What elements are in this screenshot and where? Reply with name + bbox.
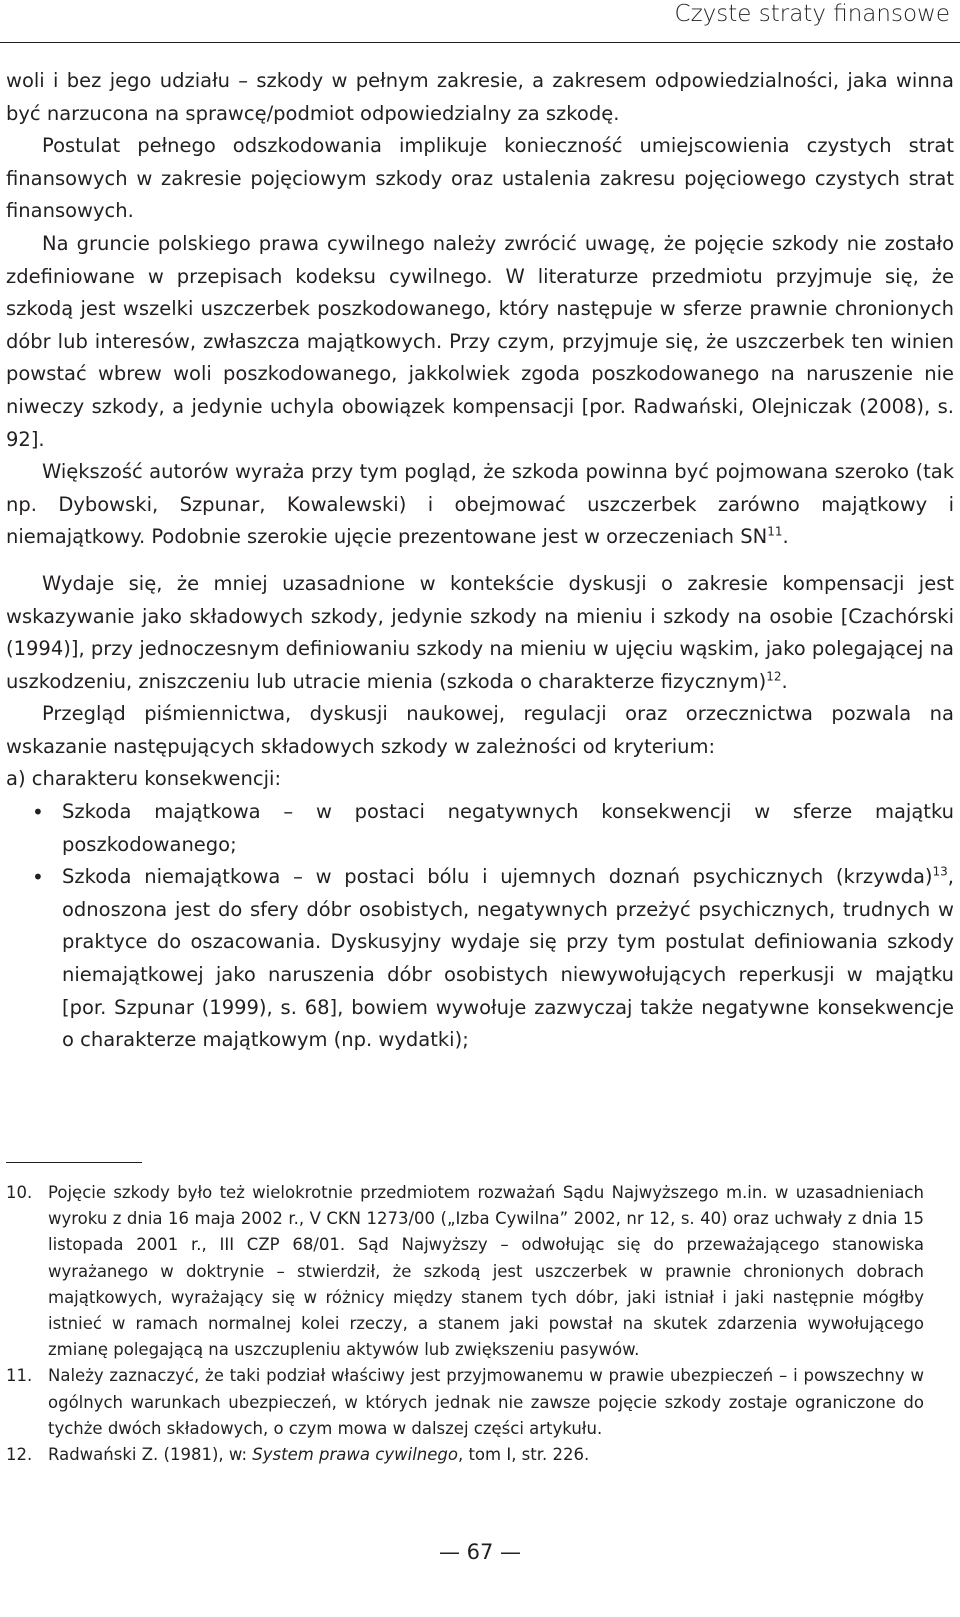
page-number: — 67 — <box>438 1540 522 1564</box>
paragraph-4-end: . <box>782 525 789 549</box>
paragraph-2: Postulat pełnego odszkodowania implikuje konieczność umiejscowienia czystych strat finansowych w zakresie pojęciowym szkody oraz ustalenia zakresu pojęciowego czystych strat finansowych. <box>6 134 954 223</box>
bullet-1-text: Szkoda majątkowa – w postaci negatywnych konsekwencji w sferze majątku poszkodowanego; <box>62 800 954 856</box>
paragraph-6: Przegląd piśmiennictwa, dyskusji naukowej, regulacji oraz orzecznictwa pozwala na wskazanie następujących składowych szkody w zależności od kryterium: <box>6 702 954 758</box>
paragraph-3: Na gruncie polskiego prawa cywilnego należy zwrócić uwagę, że pojęcie szkody nie zostało zdefiniowane w przepisach kodeksu cywilnego. W literaturze przedmiotu przyjmuje się, że szkodą jest wszelki uszczerbek poszkodowanego, który następuje w sferze prawnie chronionych dóbr lub interesów, zwłaszcza majątkowych. Przy czym, przyjmuje się, że uszczerbek ten winien powstać wbrew woli poszkodowanego, jakkolwiek zgoda poszkodowanego na naruszenie nie niweczy szkody, a jedynie uchyla obowiązek kompensacji [por. Radwański, Olejniczak (2008), s. 92]. <box>6 231 954 451</box>
footnote-ref-12: 12 <box>766 669 782 684</box>
footnote-text-end: , tom I, str. 226. <box>457 1445 590 1465</box>
footnote-ref-11: 11 <box>767 524 783 539</box>
bullet-2-text-end: , odnoszona jest do sfery dóbr osobistych, negatywnych przeżyć psychicznych, trudnych w praktyce do oszacowania. Dyskusyjny wydaje się przy tym postulat definiowania szkody niemajątkowej jako naruszenia dóbr osobistych niewywołujących reperkusji w majątku [por. Szpunar (1999), s. 68], bowiem wywołuje zazwyczaj także negatywne konsekwencje o charakterze majątkowym (np. wydatki); <box>62 865 954 1052</box>
paragraph-5-end: . <box>781 669 788 693</box>
footnote-book-title: System prawa cywilnego <box>252 1445 458 1465</box>
paragraph-5-text: Wydaje się, że mniej uzasadnione w kontekście dyskusji o zakresie kompensacji jest wskazywanie jako składowych szkody, jedynie szkody na mieniu i szkody na osobie [Czachórski (1994)], przy jednoczesnym definiowaniu szkody na mieniu w ujęciu wąskim, jako polegającej na uszkodzeniu, zniszczeniu lub utracie mienia (szkoda o charakterze fizycznym) <box>6 571 954 693</box>
footnote-divider <box>6 1162 142 1163</box>
footnote-11 <box>6 1363 924 1442</box>
bullet-icon: • <box>32 865 44 890</box>
list-item <box>6 861 954 1057</box>
footnote-number: 12. <box>6 1445 33 1465</box>
running-header <box>0 0 960 43</box>
bullet-list <box>6 796 954 1057</box>
paragraph-4 <box>6 456 954 554</box>
footnote-text: Pojęcie szkody było też wielokrotnie przedmiotem rozważań Sądu Najwyższego m.in. w uzasadnieniach wyroku z dnia 16 maja 2002 r., V CKN 1273/00 („Izba Cywilna” 2002, nr 12, s. 40) oraz uchwały z dnia 15 listopada 2001 r., III CZP 68/01. Sąd Najwyższy – odwołując się do przeważającego stanowiska wyrażanego w doktrynie – stwierdził, że szkodą jest uszczerbek w prawnie chronionych dobrach majątkowych, wyrażający się w różnicy między stanem tych dóbr, jaki istniał i jaki następnie mógłby istnieć w ramach normalnej kolei rzeczy, a stanem jaki powstał na skutek zdarzenia wywołującego zmianę polegającą na uszczupleniu aktywów lub zwiększeniu pasywów. <box>48 1183 924 1360</box>
paragraph-5 <box>6 568 954 698</box>
paragraph-1: woli i bez jego udziału – szkody w pełnym zakresie, a zakresem odpowiedzialności, jaka winna być narzucona na sprawcę/podmiot odpowiedzialny za szkodę. <box>6 69 954 125</box>
footnote-number: 10. <box>6 1183 33 1202</box>
list-label: a) charakteru konsekwencji: <box>6 767 282 791</box>
footnote-text: Należy zaznaczyć, że taki podział właściwy jest przyjmowanemu w prawie ubezpieczeń – i powszechny w ogólnych warunkach ubezpieczeń, w których jednak nie zawsze pojęcie szkody zostaje ograniczone do tychże dwóch składowych, o czym mowa w dalszej części artykułu. <box>48 1366 924 1438</box>
body-text <box>6 65 954 1057</box>
bullet-2-text: Szkoda niemajątkowa – w postaci bólu i ujemnych doznań psychicznych (krzywda) <box>62 865 933 889</box>
footnote-ref-13: 13 <box>932 864 948 879</box>
paragraph-4-text: Większość autorów wyraża przy tym pogląd, że szkoda powinna być pojmowana szeroko (tak np. Dybowski, Szpunar, Kowalewski) i obejmować uszczerbek zarówno majątkowy i niemajątkowy. Podobnie szerokie ujęcie prezentowane jest w orzeczeniach SN <box>6 460 954 549</box>
list-item <box>6 796 954 861</box>
footnotes <box>6 1180 924 1468</box>
bullet-icon: • <box>32 800 44 825</box>
footnote-text: Radwański Z. (1981), w: <box>48 1445 253 1465</box>
footnote-10 <box>6 1180 924 1363</box>
running-title: Czyste straty finansowe <box>674 1 950 27</box>
footnote-number: 11. <box>6 1366 33 1386</box>
footnote-12 <box>6 1442 924 1468</box>
